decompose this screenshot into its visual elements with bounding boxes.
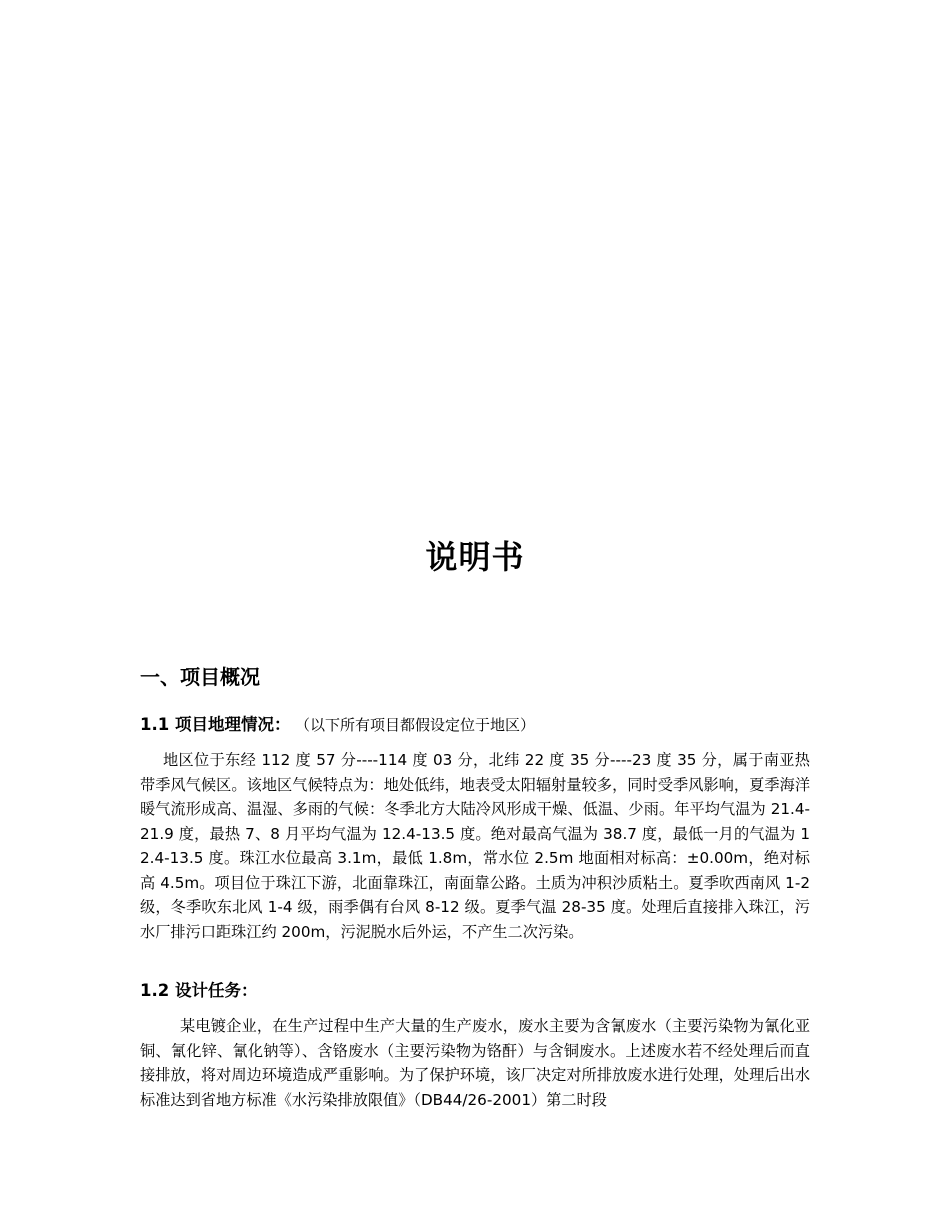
subsection-heading-design-task: 1.2 设计任务： [140, 981, 258, 1000]
subsection-title: 1.1 项目地理情况： [140, 715, 291, 734]
section-heading-project-overview: 一、项目概况 [140, 665, 260, 689]
document-title: 说明书 [425, 538, 525, 576]
design-task-paragraph: 某电镀企业，在生产过程中生产大量的生产废水，废水主要为含氰废水（主要污染物为氰化亚铜、氰化锌、氰化钠等）、含铬废水（主要污染物为铬酐）与含铜废水。上述废水若不经处理后而直接排放，将对周边环境造成严重影响。为了保护环境，该厂决定对所排放废水进行处理，处理后出水标准达到省地方标准《水污染排放限值》（DB44/26-2001）第二时段 [140, 1017, 810, 1109]
subsection-note: （以下所有项目都假设定位于地区） [302, 716, 535, 734]
geography-paragraph: 地区位于东经 112 度 57 分----114 度 03 分，北纬 22 度 35 分----23 度 35 分，属于南亚热带季风气候区。该地区气候特点为：地处低纬，地表受太阳辐射量较多，同时受季风影响，夏季海洋暖气流形成高、温湿、多雨的气候：冬季北方大陆冷风形成干燥、低温、少雨。年平均气温为 21.4-21.9 度，最热 7、8 月平均气温为 12.4-13.5 度。绝对最高气温为 38.7 度，最低一月的气温为 12.4-13.5 度。珠江水位最高 3.1m，最低 1.8m，常水位 2.5m 地面相对标高：±0.00m，绝对标高 4.5m。项目位于珠江下游，北面靠珠江，南面靠公路。土质为冲积沙质粘土。夏季吹西南风 1-2 级，冬季吹东北风 1-4 级，雨季偶有台风 8-12 级。夏季气温 28-35 度。处理后直接排入珠江，污水厂排污口距珠江约 200m，污泥脱水后外运，不产生二次污染。 [140, 751, 810, 941]
subsection-heading-geography [140, 712, 535, 738]
